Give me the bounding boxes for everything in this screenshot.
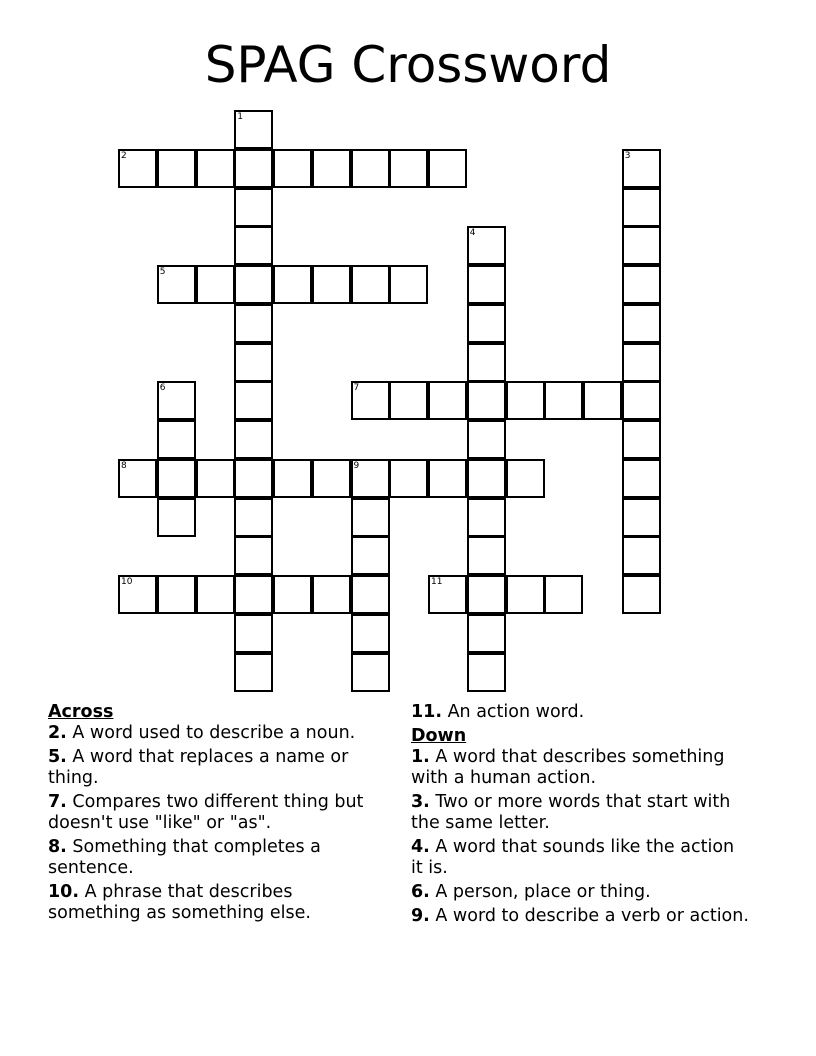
grid-cell[interactable] <box>234 536 273 575</box>
clue-number: 10. <box>48 882 80 902</box>
clue-item <box>48 723 388 744</box>
grid-cell[interactable] <box>622 265 661 304</box>
clue-item <box>411 882 751 903</box>
grid-cell[interactable] <box>234 381 273 420</box>
clue-number-label: 2 <box>121 150 127 161</box>
grid-cell[interactable] <box>544 575 583 614</box>
grid-cell[interactable] <box>234 459 273 498</box>
clue-number-label: 4 <box>469 228 476 239</box>
down-heading: Down <box>411 726 467 746</box>
grid-cell[interactable] <box>467 536 506 575</box>
clue-item <box>411 837 751 879</box>
grid-cell[interactable] <box>273 149 312 188</box>
clue-item <box>411 702 751 723</box>
grid-cell[interactable] <box>234 614 273 653</box>
grid-cell[interactable] <box>234 575 273 614</box>
clue-number-label: 6 <box>159 383 166 394</box>
grid-cell[interactable] <box>467 343 506 382</box>
grid-cell[interactable] <box>389 149 428 188</box>
grid-cell[interactable] <box>428 149 467 188</box>
grid-cell[interactable] <box>467 226 506 265</box>
clue-number: 2. <box>48 723 67 743</box>
clue-number: 7. <box>48 792 67 812</box>
grid-cell[interactable] <box>622 536 661 575</box>
grid-cell[interactable] <box>196 459 235 498</box>
clue-item <box>48 882 388 924</box>
grid-cell[interactable] <box>157 498 196 537</box>
clue-number-label: 8 <box>121 460 127 471</box>
grid-cell[interactable] <box>622 498 661 537</box>
grid-cell[interactable] <box>157 459 196 498</box>
grid-cell[interactable] <box>234 304 273 343</box>
clue-text: A person, place or thing. <box>429 882 651 902</box>
grid-cell[interactable] <box>351 149 390 188</box>
grid-cell[interactable] <box>157 381 196 420</box>
clue-text: A word used to describe a noun. <box>66 723 356 743</box>
grid-cell[interactable] <box>467 304 506 343</box>
clue-item <box>411 906 751 927</box>
clue-number: 5. <box>48 747 67 767</box>
grid-cell[interactable] <box>351 381 390 420</box>
clue-number-label: 5 <box>159 267 166 277</box>
grid-cell[interactable] <box>467 265 506 304</box>
grid-cell[interactable] <box>273 459 312 498</box>
grid-cell[interactable] <box>389 459 428 498</box>
grid-cell[interactable] <box>622 459 661 498</box>
down-clue-list <box>411 747 751 927</box>
grid-cell[interactable] <box>273 575 312 614</box>
grid-cell[interactable] <box>234 343 273 382</box>
clue-item <box>411 747 751 789</box>
grid-cell[interactable] <box>351 265 390 304</box>
grid-cell[interactable] <box>273 265 312 304</box>
grid-cell[interactable] <box>467 459 506 498</box>
clue-text: A phrase that describes something as something else. <box>48 882 311 923</box>
grid-cell[interactable] <box>234 149 273 188</box>
grid-cell[interactable] <box>118 575 157 614</box>
clue-number: 6. <box>411 882 430 902</box>
grid-cell[interactable] <box>234 420 273 459</box>
grid-cell[interactable] <box>196 149 235 188</box>
clue-text: A word to describe a verb or action. <box>429 906 749 926</box>
grid-cell[interactable] <box>157 265 196 304</box>
grid-cell[interactable] <box>622 343 661 382</box>
clue-number: 4. <box>411 837 430 857</box>
grid-cell[interactable] <box>467 575 506 614</box>
grid-cell[interactable] <box>389 265 428 304</box>
grid-cell[interactable] <box>157 575 196 614</box>
grid-cell[interactable] <box>467 653 506 692</box>
clue-text: Two or more words that start with the same letter. <box>411 792 731 833</box>
grid-cell[interactable] <box>467 614 506 653</box>
grid-cell[interactable] <box>234 653 273 692</box>
grid-cell[interactable] <box>544 381 583 420</box>
clue-text: Compares two different thing but doesn't use "like" or "as". <box>48 792 364 833</box>
across-clue-list-continued <box>411 702 751 723</box>
grid-cell[interactable] <box>196 575 235 614</box>
grid-cell[interactable] <box>234 226 273 265</box>
clue-number: 11. <box>411 702 443 722</box>
grid-cell[interactable] <box>622 420 661 459</box>
clue-text: A word that replaces a name or thing. <box>48 747 349 788</box>
clues-left-column <box>48 702 388 927</box>
clue-number-label: 11 <box>431 577 443 587</box>
clue-item <box>411 792 751 834</box>
grid-cell[interactable] <box>389 381 428 420</box>
clue-number: 9. <box>411 906 430 926</box>
grid-cell[interactable] <box>506 575 545 614</box>
grid-cell[interactable] <box>118 149 157 188</box>
grid-cell[interactable] <box>428 381 467 420</box>
grid-cell[interactable] <box>312 149 351 188</box>
page-title: SPAG Crossword <box>204 36 612 94</box>
clue-number: 3. <box>411 792 430 812</box>
grid-cell[interactable] <box>428 575 467 614</box>
clue-number: 8. <box>48 837 67 857</box>
clue-text: Something that completes a sentence. <box>48 837 321 878</box>
grid-cell[interactable] <box>234 188 273 227</box>
grid-cell[interactable] <box>312 265 351 304</box>
clue-number-label: 7 <box>353 383 360 394</box>
grid-cell[interactable] <box>234 265 273 304</box>
grid-cell[interactable] <box>351 614 390 653</box>
clue-text: A word that describes something with a human action. <box>411 747 725 788</box>
grid-cell[interactable] <box>622 381 661 420</box>
clue-text: An action word. <box>442 702 585 722</box>
grid-cell[interactable] <box>234 110 273 149</box>
grid-cell[interactable] <box>351 575 390 614</box>
grid-cell[interactable] <box>622 575 661 614</box>
grid-cell[interactable] <box>622 188 661 227</box>
clue-number-label: 1 <box>237 112 243 122</box>
grid-cell[interactable] <box>467 381 506 420</box>
grid-cell[interactable] <box>312 575 351 614</box>
grid-cell[interactable] <box>157 420 196 459</box>
grid-cell[interactable] <box>622 226 661 265</box>
clue-number: 1. <box>411 747 430 767</box>
grid-cell[interactable] <box>622 304 661 343</box>
grid-cell[interactable] <box>312 459 351 498</box>
grid-cell[interactable] <box>157 149 196 188</box>
clue-item <box>48 792 388 834</box>
grid-cell[interactable] <box>467 420 506 459</box>
grid-cell[interactable] <box>234 498 273 537</box>
clue-number-label: 10 <box>121 577 133 587</box>
grid-cell[interactable] <box>118 459 157 498</box>
grid-cell[interactable] <box>351 498 390 537</box>
grid-cell[interactable] <box>428 459 467 498</box>
across-clue-list <box>48 723 388 924</box>
grid-cell[interactable] <box>622 149 661 188</box>
grid-cell[interactable] <box>506 381 545 420</box>
grid-cell[interactable] <box>506 459 545 498</box>
clue-item <box>48 747 388 789</box>
grid-cell[interactable] <box>351 536 390 575</box>
clue-number-label: 3 <box>624 150 631 161</box>
grid-cell[interactable] <box>467 498 506 537</box>
across-heading: Across <box>48 702 114 722</box>
clues-right-column <box>411 702 751 930</box>
grid-cell[interactable] <box>351 653 390 692</box>
clue-text: A word that sounds like the action it is. <box>411 837 735 878</box>
grid-cell[interactable] <box>583 381 622 420</box>
clue-number-label: 9 <box>353 460 360 471</box>
grid-cell[interactable] <box>196 265 235 304</box>
clue-item <box>48 837 388 879</box>
grid-cell[interactable] <box>351 459 390 498</box>
